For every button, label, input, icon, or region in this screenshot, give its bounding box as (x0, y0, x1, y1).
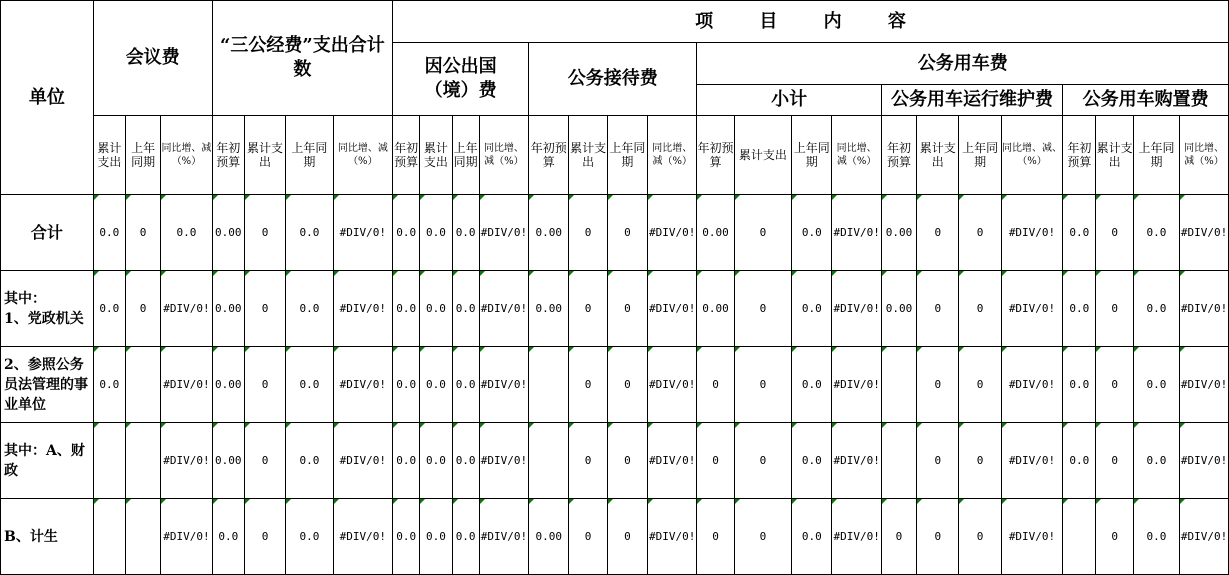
table-cell[interactable]: 0.00 (212, 195, 244, 271)
subheader-12: 累计支出 (569, 116, 607, 195)
table-cell[interactable]: #DIV/0! (1180, 423, 1229, 499)
table-cell[interactable]: #DIV/0! (479, 271, 528, 347)
table-cell[interactable]: 0.0 (286, 347, 333, 423)
table-cell[interactable]: #DIV/0! (333, 499, 393, 575)
table-cell[interactable]: 0 (244, 195, 285, 271)
table-cell[interactable]: 0 (1096, 499, 1133, 575)
table-cell[interactable]: #DIV/0! (161, 347, 212, 423)
table-cell[interactable]: 0.0 (393, 423, 420, 499)
subheader-21: 上年同期 (959, 116, 1001, 195)
table-cell[interactable]: #DIV/0! (648, 423, 697, 499)
table-cell[interactable]: 0.00 (697, 195, 734, 271)
table-cell[interactable]: 0 (697, 347, 734, 423)
row-label: 合计 (1, 195, 94, 271)
table-cell[interactable]: 0.0 (420, 423, 452, 499)
table-cell[interactable]: 0 (244, 499, 285, 575)
subheader-17: 上年同期 (792, 116, 832, 195)
table-cell[interactable] (1063, 499, 1096, 575)
table-cell[interactable]: 0.00 (212, 423, 244, 499)
table-cell[interactable]: 0.00 (212, 271, 244, 347)
subheader-26: 同比增、减（%） (1180, 116, 1229, 195)
table-cell[interactable]: 0.0 (286, 195, 333, 271)
table-cell[interactable]: 0 (569, 347, 607, 423)
table-cell[interactable]: 0 (569, 423, 607, 499)
table-cell[interactable]: #DIV/0! (1001, 271, 1062, 347)
table-cell[interactable]: 0.0 (792, 271, 832, 347)
table-row (1, 423, 1229, 499)
table-cell[interactable]: 0 (607, 195, 647, 271)
table-cell[interactable]: #DIV/0! (1180, 195, 1229, 271)
table-cell[interactable]: 0.0 (1133, 271, 1179, 347)
header-project-content: 项 目 内 容 (393, 1, 1229, 43)
subheader-19: 年初预算 (881, 116, 916, 195)
table-cell[interactable]: #DIV/0! (648, 271, 697, 347)
table-cell[interactable]: 0 (917, 195, 959, 271)
table-cell[interactable]: #DIV/0! (479, 499, 528, 575)
table-cell[interactable]: #DIV/0! (832, 499, 881, 575)
table-cell[interactable] (125, 423, 160, 499)
table-cell[interactable]: 0.0 (93, 271, 125, 347)
table-cell[interactable]: 0.00 (881, 271, 916, 347)
table-cell[interactable]: #DIV/0! (832, 271, 881, 347)
table-cell[interactable]: 0.0 (93, 195, 125, 271)
subheader-25: 上年同期 (1133, 116, 1179, 195)
table-cell[interactable] (93, 423, 125, 499)
table-cell[interactable]: #DIV/0! (161, 423, 212, 499)
table-row (1, 271, 1229, 347)
table-cell[interactable]: 0 (959, 195, 1001, 271)
header-reception: 公务接待费 (529, 43, 697, 116)
table-cell[interactable]: 0 (734, 271, 791, 347)
table-cell[interactable]: 0.0 (161, 195, 212, 271)
header-vehicle: 公务用车费 (697, 43, 1229, 85)
table-cell[interactable]: 0.0 (286, 271, 333, 347)
table-cell[interactable]: 0.0 (1063, 271, 1096, 347)
table-cell[interactable]: #DIV/0! (832, 347, 881, 423)
header-meeting: 会议费 (93, 1, 212, 116)
subheader-9: 上年同期 (452, 116, 479, 195)
table-cell[interactable]: 0 (607, 499, 647, 575)
table-cell[interactable]: 0.00 (212, 347, 244, 423)
table-cell[interactable]: #DIV/0! (1001, 423, 1062, 499)
table-cell[interactable]: 0 (1096, 347, 1133, 423)
table-cell[interactable]: 0 (607, 347, 647, 423)
table-cell[interactable]: 0 (1096, 423, 1133, 499)
row-label: 其中：A、财政 (1, 423, 94, 499)
table-cell[interactable]: 0 (607, 271, 647, 347)
table-cell[interactable]: 0.0 (420, 195, 452, 271)
table-cell[interactable]: 0 (881, 499, 916, 575)
table-cell[interactable]: 0.0 (286, 423, 333, 499)
row-label: 其中： 1、党政机关 (1, 271, 94, 347)
table-cell[interactable]: #DIV/0! (648, 195, 697, 271)
table-cell[interactable]: 0.0 (393, 347, 420, 423)
table-cell[interactable] (881, 423, 916, 499)
table-cell[interactable]: 0.0 (792, 195, 832, 271)
table-cell[interactable]: 0 (697, 499, 734, 575)
table-cell[interactable]: 0.0 (1133, 347, 1179, 423)
table-cell[interactable]: 0.0 (393, 499, 420, 575)
header-vehicle-subtotal: 小计 (697, 85, 881, 116)
table-cell[interactable]: 0.0 (452, 195, 479, 271)
subheader-8: 累计支出 (420, 116, 452, 195)
row-label: B、计生 (1, 499, 94, 575)
table-cell[interactable]: #DIV/0! (479, 195, 528, 271)
table-cell[interactable]: #DIV/0! (1001, 499, 1062, 575)
header-abroad: 因公出国（境）费 (393, 43, 529, 116)
table-cell[interactable]: 0.00 (529, 499, 569, 575)
subheader-16: 累计支出 (734, 116, 791, 195)
table-cell[interactable]: 0.0 (452, 271, 479, 347)
subheader-14: 同比增、减（%） (648, 116, 697, 195)
table-cell[interactable]: 0 (959, 347, 1001, 423)
table-cell[interactable]: 0 (125, 271, 160, 347)
table-cell[interactable]: 0.0 (420, 271, 452, 347)
table-cell[interactable]: #DIV/0! (333, 423, 393, 499)
table-cell[interactable]: 0.00 (529, 195, 569, 271)
table-cell[interactable] (93, 499, 125, 575)
table-cell[interactable] (529, 423, 569, 499)
header-sangong-total: “三公经费”支出合计数 (212, 1, 392, 116)
table-cell[interactable]: 0.0 (393, 195, 420, 271)
table-cell[interactable]: 0.0 (393, 271, 420, 347)
table-cell[interactable]: #DIV/0! (1001, 347, 1062, 423)
subheader-3: 年初预算 (212, 116, 244, 195)
table-row (1, 499, 1229, 575)
table-cell[interactable]: 0 (244, 347, 285, 423)
table-cell[interactable]: 0 (959, 271, 1001, 347)
table-cell[interactable]: 0 (734, 195, 791, 271)
table-cell[interactable]: 0.00 (881, 195, 916, 271)
table-cell[interactable]: #DIV/0! (479, 347, 528, 423)
subheader-13: 上年同期 (607, 116, 647, 195)
table-cell[interactable]: #DIV/0! (479, 423, 528, 499)
table-cell[interactable]: 0.0 (452, 347, 479, 423)
table-cell[interactable]: 0 (569, 271, 607, 347)
table-cell[interactable]: #DIV/0! (648, 347, 697, 423)
table-cell[interactable]: 0 (917, 423, 959, 499)
table-cell[interactable]: 0 (959, 423, 1001, 499)
row-label: 2、参照公务员法管理的事业单位 (1, 347, 94, 423)
table-cell[interactable]: #DIV/0! (161, 271, 212, 347)
table-cell[interactable]: #DIV/0! (1001, 195, 1062, 271)
subheader-15: 年初预算 (697, 116, 734, 195)
table-cell[interactable]: 0.0 (1063, 423, 1096, 499)
header-vehicle-buy: 公务用车购置费 (1063, 85, 1229, 116)
table-cell[interactable]: #DIV/0! (1180, 347, 1229, 423)
table-cell[interactable]: 0 (917, 271, 959, 347)
table-cell[interactable]: 0.0 (286, 499, 333, 575)
subheader-4: 累计支出 (244, 116, 285, 195)
table-cell[interactable] (125, 347, 160, 423)
table-cell[interactable]: 0 (734, 423, 791, 499)
table-cell[interactable]: 0.0 (93, 347, 125, 423)
table-cell[interactable]: 0.00 (697, 271, 734, 347)
header-unit: 单位 (1, 1, 94, 195)
table-cell[interactable]: 0.0 (1133, 499, 1179, 575)
table-cell[interactable]: 0.0 (1063, 195, 1096, 271)
table-cell[interactable]: 0 (244, 423, 285, 499)
table-cell[interactable]: 0 (569, 195, 607, 271)
table-cell[interactable]: 0 (697, 423, 734, 499)
subheader-6: 同比增、减（%） (333, 116, 393, 195)
table-cell[interactable]: #DIV/0! (161, 499, 212, 575)
subheader-11: 年初预算 (529, 116, 569, 195)
subheader-0: 累计支出 (93, 116, 125, 195)
table-cell[interactable]: 0 (734, 499, 791, 575)
table-cell[interactable]: 0 (917, 347, 959, 423)
table-cell[interactable]: #DIV/0! (333, 271, 393, 347)
table-cell[interactable]: 0 (734, 347, 791, 423)
subheader-row (1, 116, 1229, 195)
table-cell[interactable]: 0.0 (792, 423, 832, 499)
table-cell[interactable]: 0 (244, 271, 285, 347)
header-vehicle-ops: 公务用车运行维护费 (881, 85, 1062, 116)
table-cell[interactable]: #DIV/0! (832, 195, 881, 271)
subheader-10: 同比增、减（%） (479, 116, 528, 195)
subheader-22: 同比增、减、（%） (1001, 116, 1062, 195)
subheader-5: 上年同期 (286, 116, 333, 195)
subheader-24: 累计支出 (1096, 116, 1133, 195)
table-row (1, 195, 1229, 271)
table-cell[interactable]: 0 (1096, 271, 1133, 347)
table-cell[interactable]: 0.0 (212, 499, 244, 575)
subheader-18: 同比增、减（%） (832, 116, 881, 195)
table-cell[interactable]: 0.0 (452, 423, 479, 499)
table-cell[interactable]: 0.0 (1063, 347, 1096, 423)
table-cell[interactable] (881, 347, 916, 423)
table-cell[interactable]: 0.0 (1133, 423, 1179, 499)
table-cell[interactable]: 0.0 (420, 499, 452, 575)
table-cell[interactable]: #DIV/0! (333, 195, 393, 271)
table-cell[interactable]: 0.0 (1133, 195, 1179, 271)
table-cell[interactable] (529, 347, 569, 423)
table-cell[interactable]: #DIV/0! (1180, 499, 1229, 575)
table-cell[interactable]: #DIV/0! (832, 423, 881, 499)
table-cell[interactable]: #DIV/0! (1180, 271, 1229, 347)
table-cell[interactable]: 0.0 (792, 499, 832, 575)
subheader-23: 年初预算 (1063, 116, 1096, 195)
subheader-20: 累计支出 (917, 116, 959, 195)
table-row (1, 347, 1229, 423)
table-cell[interactable]: #DIV/0! (333, 347, 393, 423)
table-cell[interactable]: 0 (125, 195, 160, 271)
table-cell[interactable]: 0.00 (529, 271, 569, 347)
table-cell[interactable]: 0 (607, 423, 647, 499)
table-cell[interactable]: #DIV/0! (648, 499, 697, 575)
table-cell[interactable]: 0.0 (452, 499, 479, 575)
subheader-2: 同比增、减（%） (161, 116, 212, 195)
table-cell[interactable]: 0 (1096, 195, 1133, 271)
subheader-1: 上年同期 (125, 116, 160, 195)
subheader-7: 年初预算 (393, 116, 420, 195)
table-cell[interactable]: 0.0 (420, 347, 452, 423)
table-cell[interactable]: 0 (569, 499, 607, 575)
table-cell[interactable]: 0 (959, 499, 1001, 575)
table-cell[interactable]: 0.0 (792, 347, 832, 423)
table-cell[interactable]: 0 (917, 499, 959, 575)
table-cell[interactable] (125, 499, 160, 575)
